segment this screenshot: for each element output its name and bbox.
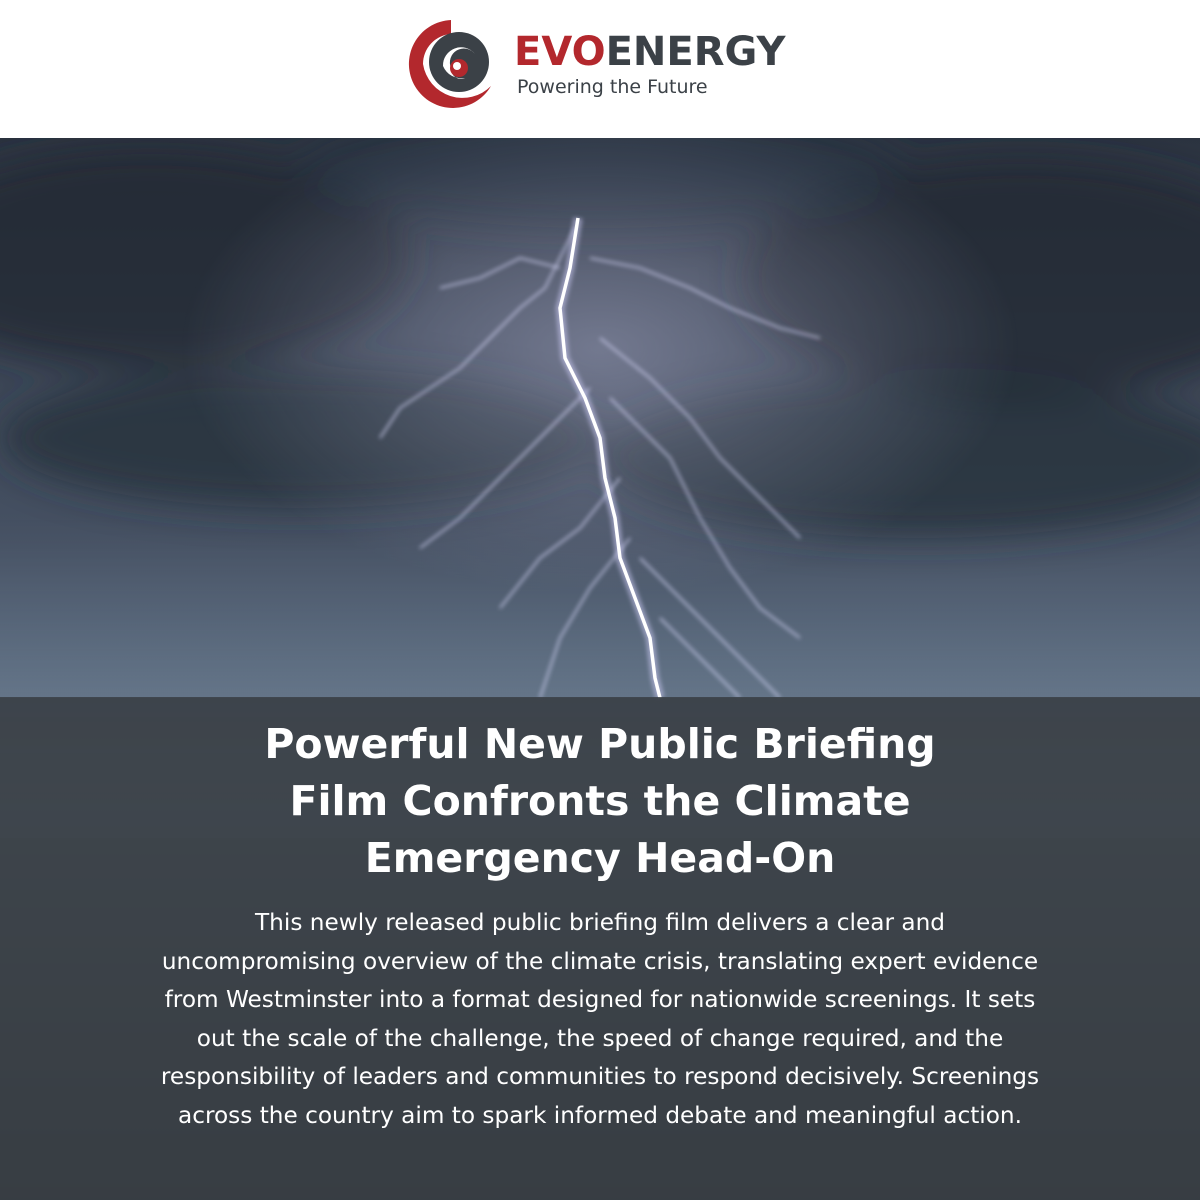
body-line: This newly released public briefing film delivers a clear and <box>255 909 945 936</box>
brand-tagline: Powering the Future <box>517 76 708 98</box>
body-line: out the scale of the challenge, the speed of change required, and the <box>196 1024 1004 1052</box>
brand-name-part2: ENERGY <box>605 29 786 75</box>
body-line: from Westminster into a format designed for nationwide screenings. It sets <box>164 986 1036 1013</box>
brand-name-part1: EVO <box>514 29 606 75</box>
body-line: across the country aim to spark informed debate and meaningful action. <box>178 1101 1022 1129</box>
headline-line: Emergency Head-On <box>364 834 836 882</box>
body-line: responsibility of leaders and communities to respond decisively. Screenings <box>160 1063 1040 1090</box>
headline-line: Powerful New Public Briefing <box>264 720 936 768</box>
headline <box>100 716 1100 887</box>
swirl-logo-icon <box>403 16 499 112</box>
body-text <box>20 904 1180 1135</box>
headline-line: Film Confronts the Climate <box>289 777 911 825</box>
body-line: uncompromising overview of the climate crisis, translating expert evidence <box>161 947 1039 975</box>
header-bar <box>0 0 1200 138</box>
brand-name <box>514 28 785 76</box>
brand-logo <box>403 16 793 112</box>
